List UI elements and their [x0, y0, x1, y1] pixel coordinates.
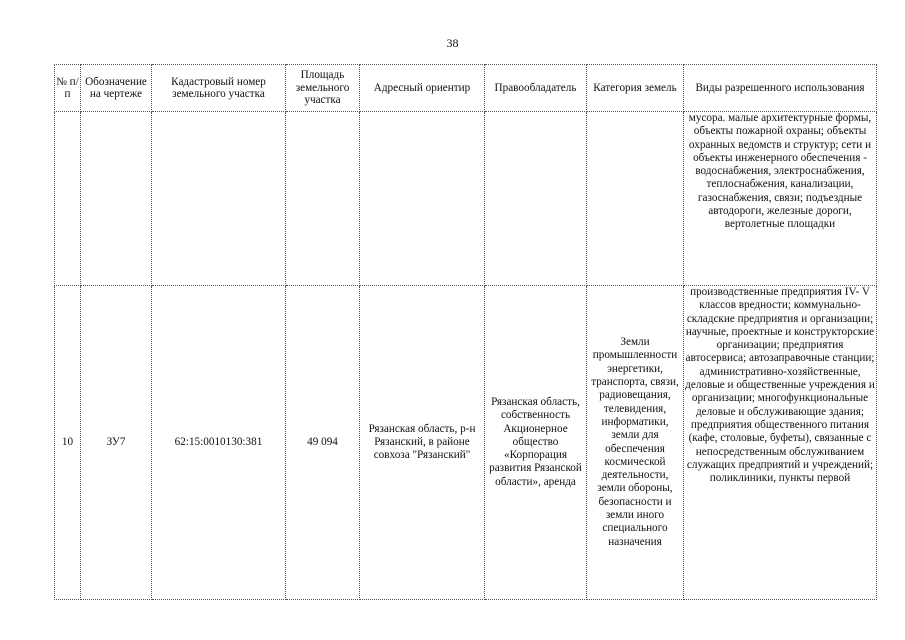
cell-designation — [81, 112, 152, 286]
header-permitted-uses: Виды разрешенного использования — [684, 65, 877, 112]
header-number: № п/п — [55, 65, 81, 112]
header-address: Адресный ориентир — [360, 65, 485, 112]
table-header-row — [55, 65, 877, 112]
cell-designation: ЗУ7 — [81, 286, 152, 600]
table-row — [55, 112, 877, 286]
cell-address: Рязанская область, р-н Рязанский, в районе совхоза "Рязанский" — [360, 286, 485, 600]
cell-number — [55, 112, 81, 286]
header-area: Площадь земельного участка — [286, 65, 360, 112]
cell-area: 49 094 — [286, 286, 360, 600]
cell-land-category — [587, 112, 684, 286]
cell-land-category: Земли промышленности энергетики, транспорта, связи, радиовещания, телевидения, информатики, земли для обеспечения космической деятельности, земли обороны, безопасности и земли иного специального назначения — [587, 286, 684, 600]
cell-area — [286, 112, 360, 286]
cell-permitted-uses: производственные предприятия IV- V классов вредности; коммунально-складские предприятия и организации; научные, проектные и конструкторские организации; предприятия автосервиса; автозаправочные станции; административно-хозяйственные, деловые и общественные учреждения и организации; многофункциональные деловые и обслуживающие здания; предприятия общественного питания (кафе, столовые, буфеты), связанные с непосредственным обслуживанием служащих предприятий и учреждений; поликлиники, пункты первой — [684, 286, 877, 600]
cell-cadastral-number — [152, 112, 286, 286]
cell-owner — [485, 112, 587, 286]
header-owner: Правообладатель — [485, 65, 587, 112]
cell-permitted-uses: мусора. малые архитектурные формы, объекты пожарной охраны; объекты охранных ведомств и структур; сети и объекты инженерного обеспечения - водоснабжения, электроснабжения, теплоснабжения, канализации, газоснабжения, связи; подъездные автодороги, железные дороги, вертолетные площадки — [684, 112, 877, 286]
land-plot-table — [54, 64, 877, 600]
header-cadastral-number: Кадастровый номер земельного участка — [152, 65, 286, 112]
table-row — [55, 286, 877, 600]
header-designation: Обозначение на чертеже — [81, 65, 152, 112]
cell-number: 10 — [55, 286, 81, 600]
cell-owner: Рязанская область, собственность Акционерное общество «Корпорация развития Рязанской области», аренда — [485, 286, 587, 600]
header-land-category: Категория земель — [587, 65, 684, 112]
cell-cadastral-number: 62:15:0010130:381 — [152, 286, 286, 600]
cell-address — [360, 112, 485, 286]
page-number: 38 — [446, 36, 459, 50]
